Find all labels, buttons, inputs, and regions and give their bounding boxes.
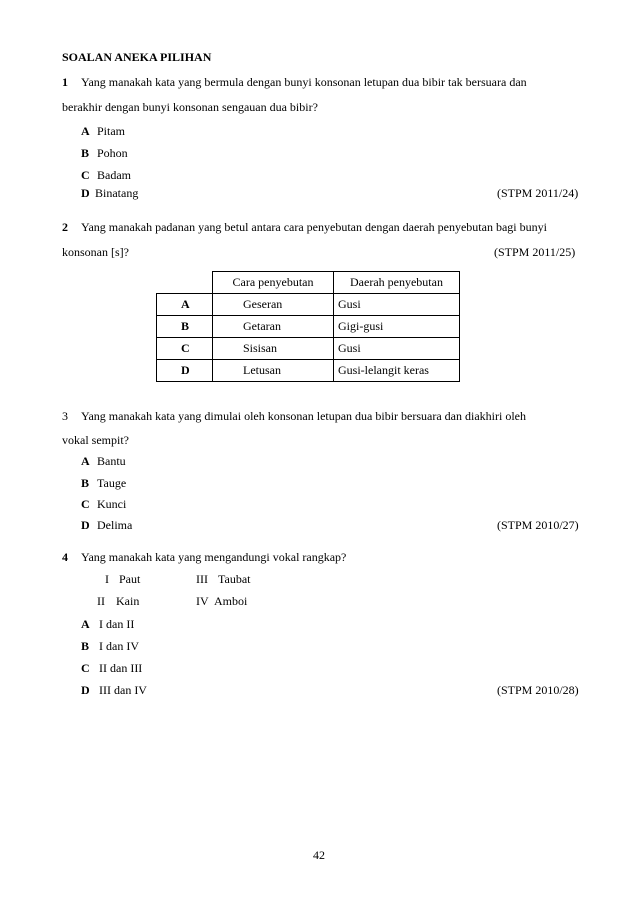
option-letter: C xyxy=(81,661,90,675)
option-letter: C xyxy=(81,168,90,182)
table-cell-cara: Geseran xyxy=(213,294,334,316)
option-text: II dan III xyxy=(99,661,143,675)
source-citation: (STPM 2011/25) xyxy=(494,245,576,259)
question-text: Yang manakah kata yang mengandungi vokal rangkap? xyxy=(81,550,347,564)
question-text: Yang manakah kata yang bermula dengan bunyi konsonan letupan dua bibir tak bersuara dan xyxy=(81,75,527,89)
option-text: Delima xyxy=(97,518,133,532)
table-cell-letter: B xyxy=(157,316,213,338)
roman-item-text: Paut xyxy=(119,572,141,586)
option-letter: D xyxy=(81,518,90,532)
table-cell-daerah: Gusi xyxy=(334,338,460,360)
option-text: Badam xyxy=(97,168,131,182)
option-letter: A xyxy=(81,124,90,138)
option-text: I dan IV xyxy=(99,639,139,653)
option-text: Bantu xyxy=(97,454,126,468)
question-number: 3 xyxy=(62,409,68,423)
option-letter: D xyxy=(81,186,90,200)
question-text: berakhir dengan bunyi konsonan sengauan dua bibir? xyxy=(62,100,318,114)
question-text: Yang manakah kata yang dimulai oleh konsonan letupan dua bibir bersuara dan diakhiri oleh xyxy=(81,409,526,423)
table-header-row xyxy=(157,272,460,294)
option-text: III dan IV xyxy=(99,683,147,697)
table-row xyxy=(157,316,460,338)
option-text: Tauge xyxy=(97,476,127,490)
table-row xyxy=(157,338,460,360)
question-text: vokal sempit? xyxy=(62,433,129,447)
question-number: 2 xyxy=(62,220,68,234)
source-citation: (STPM 2011/24) xyxy=(497,186,579,200)
option-text: Pohon xyxy=(97,146,128,160)
option-text: Binatang xyxy=(95,186,139,200)
section-heading: SOALAN ANEKA PILIHAN xyxy=(62,50,212,64)
option-letter: B xyxy=(81,146,90,160)
source-citation: (STPM 2010/27) xyxy=(497,518,579,532)
table-row xyxy=(157,294,460,316)
question-text: konsonan [s]? xyxy=(62,245,129,259)
option-letter: A xyxy=(81,617,90,631)
source-citation: (STPM 2010/28) xyxy=(497,683,579,697)
roman-item-text: Kain xyxy=(116,594,140,608)
option-text: Kunci xyxy=(97,497,127,511)
table-cell-daerah: Gusi-lelangit keras xyxy=(334,360,460,382)
option-letter: D xyxy=(81,683,90,697)
page-number: 42 xyxy=(313,848,325,862)
question-number: 1 xyxy=(62,75,68,89)
table-cell-letter: D xyxy=(157,360,213,382)
option-letter: A xyxy=(81,454,90,468)
roman-numeral: I xyxy=(105,572,109,586)
answer-table xyxy=(156,271,460,382)
roman-numeral: II xyxy=(97,594,105,608)
roman-item-text: Amboi xyxy=(214,594,248,608)
table-header: Cara penyebutan xyxy=(213,272,334,294)
table-cell-cara: Getaran xyxy=(213,316,334,338)
option-letter: B xyxy=(81,639,90,653)
roman-numeral: IV xyxy=(196,594,209,608)
table-header: Daerah penyebutan xyxy=(334,272,460,294)
option-letter: B xyxy=(81,476,90,490)
table-cell-daerah: Gigi-gusi xyxy=(334,316,460,338)
table-cell-cara: Letusan xyxy=(213,360,334,382)
question-text: Yang manakah padanan yang betul antara cara penyebutan dengan daerah penyebutan bagi bunyi xyxy=(81,220,547,234)
roman-item-text: Taubat xyxy=(218,572,251,586)
question-number: 4 xyxy=(62,550,68,564)
option-text: I dan II xyxy=(99,617,135,631)
option-letter: C xyxy=(81,497,90,511)
table-cell-letter: C xyxy=(157,338,213,360)
table-cell-cara: Sisisan xyxy=(213,338,334,360)
option-text: Pitam xyxy=(97,124,126,138)
table-row xyxy=(157,360,460,382)
roman-numeral: III xyxy=(196,572,208,586)
table-cell-daerah: Gusi xyxy=(334,294,460,316)
table-cell-letter: A xyxy=(157,294,213,316)
